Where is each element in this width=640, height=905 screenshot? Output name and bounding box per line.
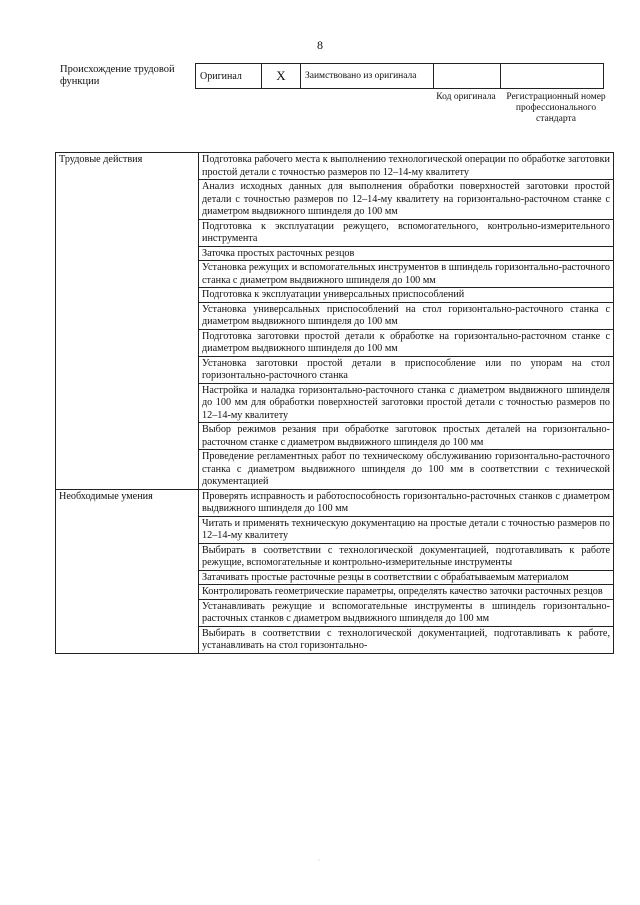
functions-table [55,152,614,654]
section-title-actions: Трудовые действия [56,153,199,490]
list-item: Контролировать геометрические параметры, определять качество заточки расточных резцов [199,585,614,600]
list-item: Выбирать в соответствии с технологической документацией, подготавливать к работе, устанавливать на стол горизонтально- [199,626,614,653]
page-number: 8 [317,38,323,52]
list-item: Анализ исходных данных для выполнения обработки поверхностей заготовки простой детали с точностью размеров по 12–14-му квалитету на горизонтально-расточном станке с диаметром выдвижного шпинделя до 100 мм [199,180,614,220]
origin-label: Происхождение трудовой функции [60,64,175,87]
section-title-skills: Необходимые умения [56,489,199,653]
list-item: Затачивать простые расточные резцы в соответствии с обрабатываемым материалом [199,570,614,585]
list-item: Установка режущих и вспомогательных инструментов в шпиндель горизонтально-расточного станка с диаметром выдвижного шпинделя до 100 мм [199,261,614,288]
list-item: Проведение регламентных работ по техническому обслуживанию горизонтально-расточного станка с диаметром выдвижного шпинделя до 100 мм в соответствии с технической документацией [199,450,614,490]
list-item: Установка универсальных приспособлений на стол горизонтально-расточного станка с диаметром выдвижного шпинделя до 100 мм [199,302,614,329]
list-item: Установка заготовки простой детали в приспособление или по упорам на стол горизонтально-расточного станка [199,356,614,383]
list-item: Подготовка рабочего места к выполнению технологической операции по обработке заготовки простой детали с точностью размеров по 12–14-му квалитету [199,153,614,180]
list-item: Выбор режимов резания при обработке заготовок простых деталей на горизонтально-расточном станке с диаметром выдвижного шпинделя до 100 мм [199,423,614,450]
list-item: Подготовка к эксплуатации режущего, вспомогательного, контрольно-измерительного инструмента [199,219,614,246]
borrowed-cell: Заимствовано из оригинала [301,64,434,89]
list-item: Заточка простых расточных резцов [199,246,614,261]
reg-number-cell [501,64,604,89]
list-item: Читать и применять техническую документацию на простые детали с точностью размеров по 12–14-му квалитету [199,516,614,543]
list-item: Выбирать в соответствии с технологической документацией, подготавливать к работе режущие, вспомогательные и контрольно-измерительные инструменты [199,543,614,570]
code-caption: Код оригинала [436,92,496,102]
original-cell: Оригинал [196,64,262,89]
list-item: Подготовка заготовки простой детали к обработке на горизонтально-расточном станке с диаметром выдвижного шпинделя до 100 мм [199,329,614,356]
list-item: Устанавливать режущие и вспомогательные инструменты в шпиндель горизонтально-расточных станков с диаметром выдвижного шпинделя до 100 мм [199,599,614,626]
code-cell [434,64,501,89]
table-row [56,489,614,516]
reg-caption: Регистрационный номер профессионального стандарта [506,92,606,124]
list-item: Настройка и наладка горизонтально-расточного станка с диаметром выдвижного шпинделя до 100 мм для обработки поверхностей заготовки простой детали с точностью размеров по 12–14-му квалитету [199,383,614,423]
scan-mark: · [318,858,320,864]
list-item: Подготовка к эксплуатации универсальных приспособлений [199,288,614,303]
origin-table [195,63,604,89]
table-row [56,153,614,180]
original-mark: X [262,64,301,89]
list-item: Проверять исправность и работоспособность горизонтально-расточных станков с диаметром выдвижного шпинделя до 100 мм [199,489,614,516]
